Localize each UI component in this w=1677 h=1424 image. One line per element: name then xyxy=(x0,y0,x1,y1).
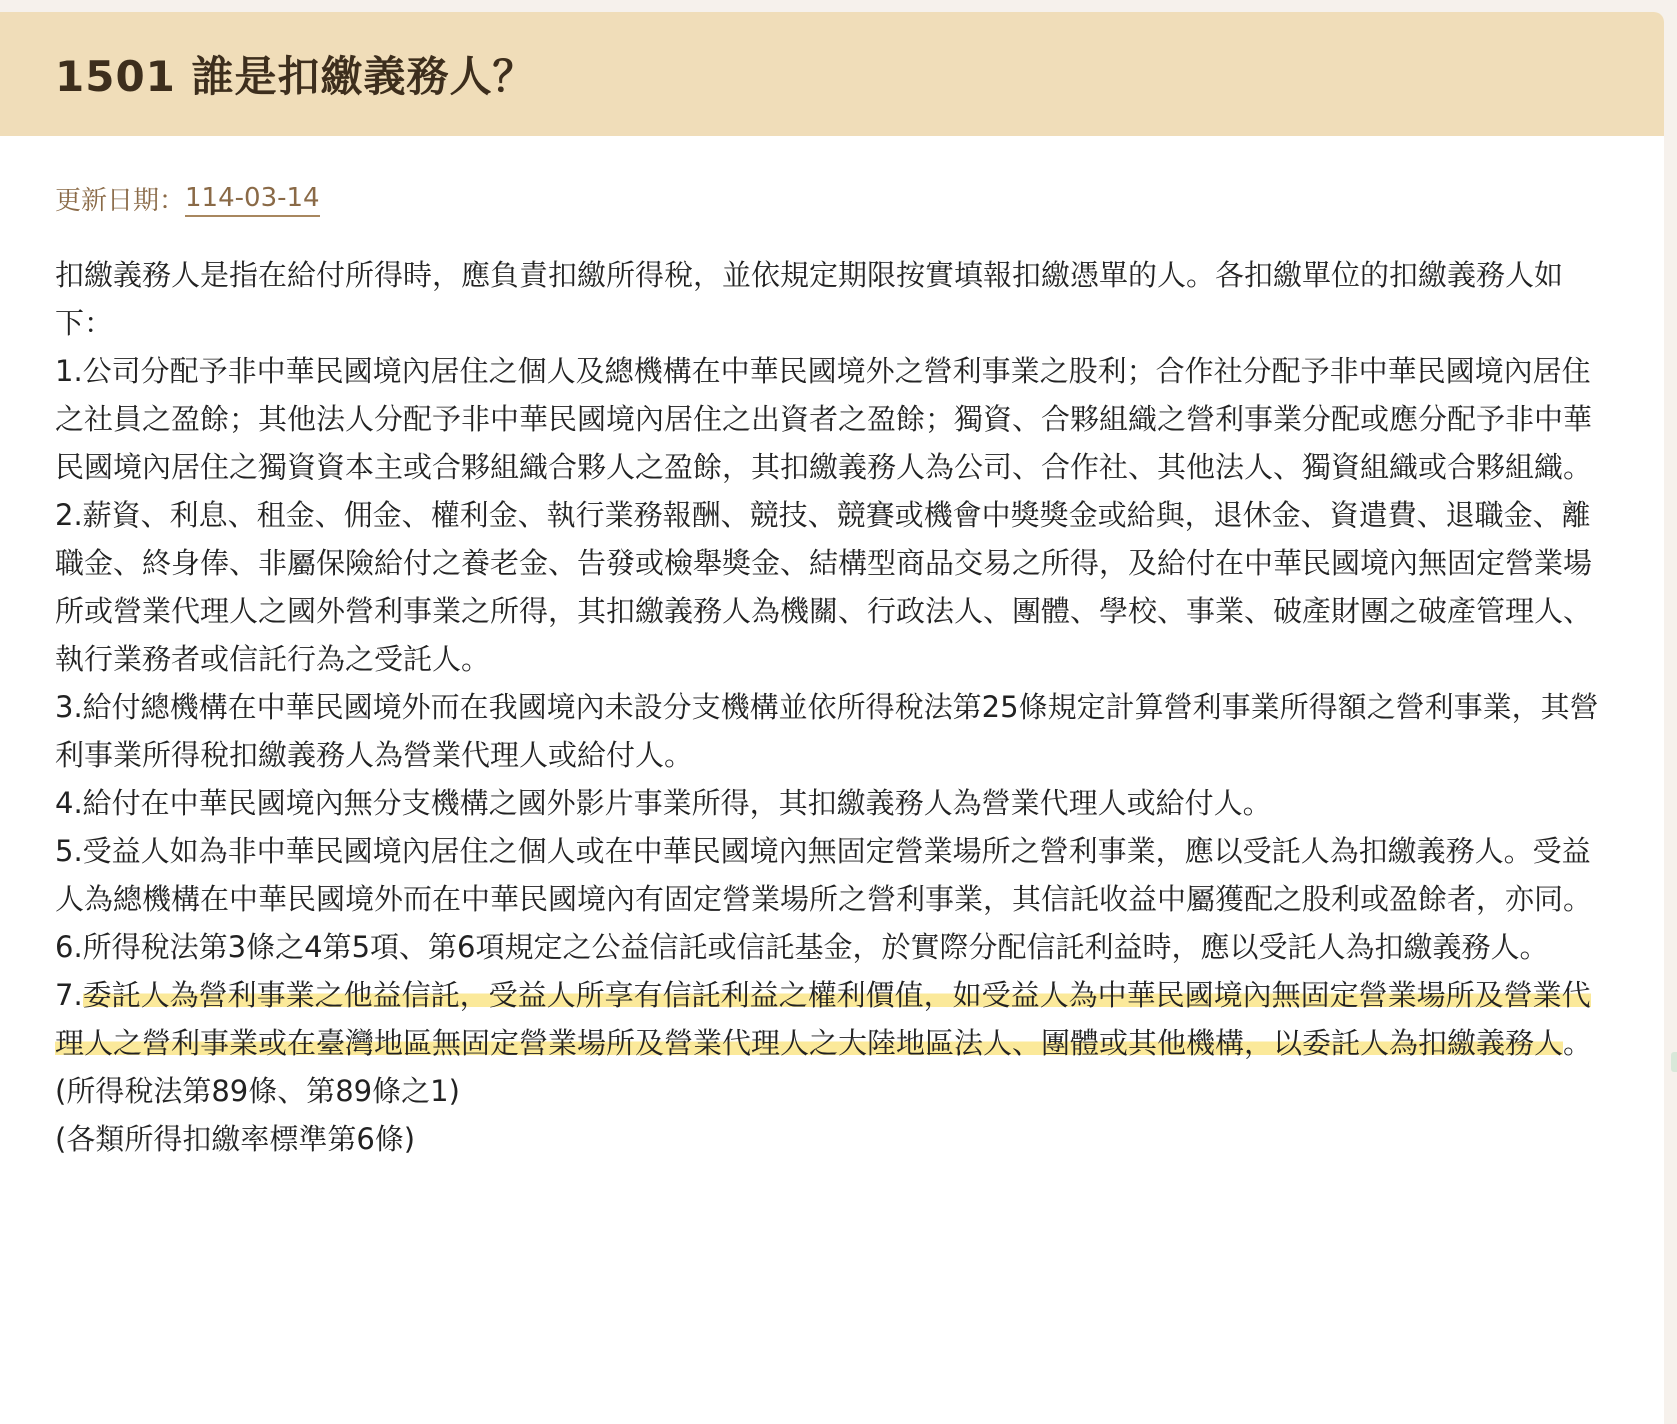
list-item-3: 3.給付總機構在中華民國境外而在我國境內未設分支機構並依所得稅法第25條規定計算營利事業所得額之營利事業，其營利事業所得稅扣繳義務人為營業代理人或給付人。 xyxy=(55,690,1599,772)
list-item-7-number: 7. xyxy=(55,978,83,1012)
article-body xyxy=(55,251,1600,1163)
article-card xyxy=(0,12,1664,1424)
page-title: 1501 誰是扣繳義務人？ xyxy=(55,52,536,101)
highlighted-text: 委託人為營利事業之他益信託，受益人所享有信託利益之權利價值，如受益人為中華民國境內無固定營業場所及營業代理人之營利事業或在臺灣地區無固定營業場所及營業代理人之大陸地區法人、團體或其他機構，以委託人為扣繳義務人 xyxy=(55,978,1591,1060)
legal-reference-2: (各類所得扣繳率標準第6條) xyxy=(55,1122,416,1156)
updated-date: 114-03-14 xyxy=(185,183,320,217)
list-item-6: 6.所得稅法第3條之4第5項、第6項規定之公益信託或信託基金，於實際分配信託利益時，應以受託人為扣繳義務人。 xyxy=(55,930,1549,964)
list-item-4: 4.給付在中華民國境內無分支機構之國外影片事業所得，其扣繳義務人為營業代理人或給付人。 xyxy=(55,786,1272,820)
list-item-5: 5.受益人如為非中華民國境內居住之個人或在中華民國境內無固定營業場所之營利事業，應以受託人為扣繳義務人。受益人為總機構在中華民國境外而在中華民國境內有固定營業場所之營利事業，其信託收益中屬獲配之股利或盈餘者，亦同。 xyxy=(55,834,1593,916)
intro-paragraph: 扣繳義務人是指在給付所得時，應負責扣繳所得稅，並依規定期限按實填報扣繳憑單的人。各扣繳單位的扣繳義務人如下： xyxy=(55,258,1564,340)
update-info xyxy=(55,180,1664,217)
page-header xyxy=(0,12,1664,136)
side-tab-marker xyxy=(1671,1052,1677,1072)
list-item-2: 2.薪資、利息、租金、佣金、權利金、執行業務報酬、競技、競賽或機會中獎獎金或給與，退休金、資遣費、退職金、離職金、終身俸、非屬保險給付之養老金、告發或檢舉獎金、結構型商品交易之所得，及給付在中華民國境內無固定營業場所或營業代理人之國外營利事業之所得，其扣繳義務人為機關、行政法人、團體、學校、事業、破產財團之破產管理人、執行業務者或信託行為之受託人。 xyxy=(55,498,1593,676)
list-item-7-end: 。 xyxy=(1563,1026,1593,1060)
list-item-1: 1.公司分配予非中華民國境內居住之個人及總機構在中華民國境外之營利事業之股利；合作社分配予非中華民國境內居住之社員之盈餘；其他法人分配予非中華民國境內居住之出資者之盈餘；獨資、合夥組織之營利事業分配或應分配予非中華民國境內居住之獨資資本主或合夥組織合夥人之盈餘，其扣繳義務人為公司、合作社、其他法人、獨資組織或合夥組織。 xyxy=(55,354,1593,484)
updated-label: 更新日期： xyxy=(55,186,186,216)
legal-reference-1: (所得稅法第89條、第89條之1) xyxy=(55,1074,460,1108)
list-item-7 xyxy=(55,971,1600,1067)
